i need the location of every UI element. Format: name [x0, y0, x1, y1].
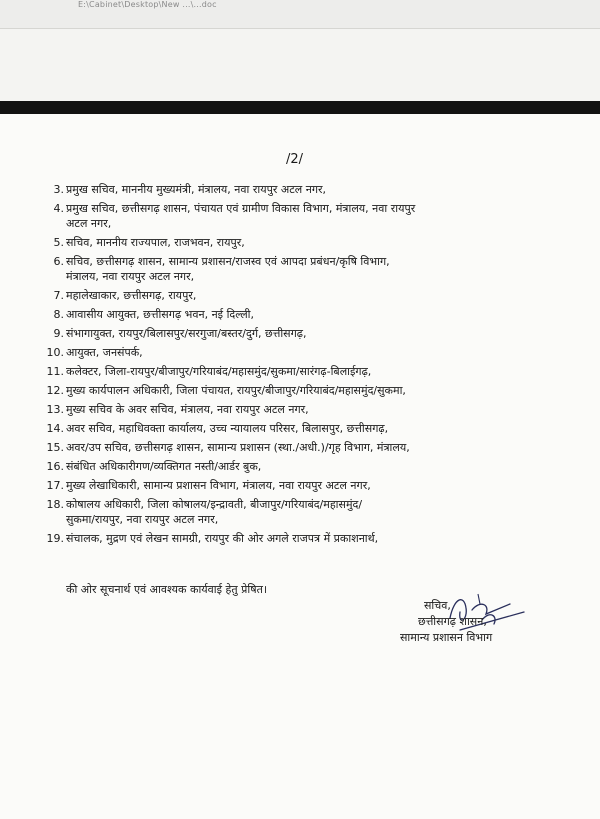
item-text: प्रमुख सचिव, छत्तीसगढ़ शासन, पंचायत एवं ग्रामीण विकास विभाग, मंत्रालय, नवा रायपुर — [66, 202, 416, 215]
list-item — [44, 383, 574, 398]
list-item — [44, 364, 574, 379]
item-text: प्रमुख सचिव, माननीय मुख्यमंत्री, मंत्रालय, नवा रायपुर अटल नगर, — [66, 183, 327, 196]
list-item — [44, 201, 574, 231]
item-text: अवर सचिव, महाधिवक्ता कार्यालय, उच्च न्यायालय परिसर, बिलासपुर, छत्तीसगढ़, — [66, 422, 389, 435]
signature-department: सामान्य प्रशासन विभाग — [400, 631, 493, 644]
item-number: 10. — [46, 346, 64, 359]
item-number: 18. — [46, 498, 64, 511]
list-item — [44, 345, 574, 360]
item-number: 13. — [46, 403, 64, 416]
item-text: कलेक्टर, जिला-रायपुर/बीजापुर/गरियाबंद/महासमुंद/सुकमा/सारंगढ़-बिलाईगढ़, — [66, 365, 372, 378]
list-item — [44, 459, 574, 474]
list-item — [44, 288, 574, 303]
item-text: मुख्य लेखाधिकारी, सामान्य प्रशासन विभाग, मंत्रालय, नवा रायपुर अटल नगर, — [66, 479, 371, 492]
item-text: अवर/उप सचिव, छत्तीसगढ़ शासन, सामान्य प्रशासन (स्था./अधी.)/गृह विभाग, मंत्रालय, — [66, 441, 410, 454]
item-number: 16. — [46, 460, 64, 473]
item-number: 11. — [46, 365, 64, 378]
item-number: 4. — [53, 202, 64, 215]
item-number: 8. — [53, 308, 64, 321]
list-item — [44, 478, 574, 493]
item-text: महालेखाकार, छत्तीसगढ़, रायपुर, — [66, 289, 197, 302]
item-text-continued: अटल नगर, — [66, 217, 112, 230]
item-text: कोषालय अधिकारी, जिला कोषालय/इन्द्रावती, बीजापुर/गरियाबंद/महासमुंद/ — [66, 498, 363, 511]
item-number: 15. — [46, 441, 64, 454]
item-text: संबंधित अधिकारीगण/व्यक्तिगत नस्ती/आर्डर बुक, — [66, 460, 262, 473]
distribution-list — [44, 182, 574, 550]
item-number: 17. — [46, 479, 64, 492]
signature-block — [400, 598, 560, 646]
item-number: 7. — [53, 289, 64, 302]
item-text: संभागायुक्त, रायपुर/बिलासपुर/सरगुजा/बस्तर/दुर्ग, छत्तीसगढ़, — [66, 327, 307, 340]
list-item — [44, 307, 574, 322]
item-text: आवासीय आयुक्त, छत्तीसगढ़ भवन, नई दिल्ली, — [66, 308, 255, 321]
viewer-toolbar — [0, 0, 600, 29]
item-number: 6. — [53, 255, 64, 268]
file-path: E:\Cabinet\Desktop\New ...\...doc — [78, 0, 217, 9]
list-item — [44, 531, 574, 546]
item-number: 12. — [46, 384, 64, 397]
item-text-continued: सुकमा/रायपुर, नवा रायपुर अटल नगर, — [66, 513, 219, 526]
page-separator — [0, 101, 600, 114]
closing-text: की ओर सूचनार्थ एवं आवश्यक कार्यवाई हेतु प्रेषित। — [66, 583, 268, 596]
item-number: 3. — [53, 183, 64, 196]
list-item — [44, 254, 574, 284]
item-number: 14. — [46, 422, 64, 435]
list-item — [44, 440, 574, 455]
signature-title: सचिव, — [424, 599, 451, 612]
item-number: 19. — [46, 532, 64, 545]
list-item — [44, 402, 574, 417]
item-text: मुख्य कार्यपालन अधिकारी, जिला पंचायत, रायपुर/बीजापुर/गरियाबंद/महासमुंद/सुकमा, — [66, 384, 406, 397]
page-number: /2/ — [286, 152, 304, 167]
item-text-continued: मंत्रालय, नवा रायपुर अटल नगर, — [66, 270, 195, 283]
list-item — [44, 497, 574, 527]
list-item — [44, 421, 574, 436]
item-text: मुख्य सचिव के अवर सचिव, मंत्रालय, नवा रायपुर अटल नगर, — [66, 403, 309, 416]
item-number: 9. — [53, 327, 64, 340]
list-item — [44, 182, 574, 197]
item-text: आयुक्त, जनसंपर्क, — [66, 346, 143, 359]
item-text: संचालक, मुद्रण एवं लेखन सामग्री, रायपुर की ओर अगले राजपत्र में प्रकाशनार्थ, — [66, 532, 379, 545]
list-item — [44, 326, 574, 341]
list-item — [44, 235, 574, 250]
item-number: 5. — [53, 236, 64, 249]
item-text: सचिव, छत्तीसगढ़ शासन, सामान्य प्रशासन/राजस्व एवं आपदा प्रबंधन/कृषि विभाग, — [66, 255, 390, 268]
signature-government: छत्तीसगढ़ शासन, — [418, 615, 487, 628]
item-text: सचिव, माननीय राज्यपाल, राजभवन, रायपुर, — [66, 236, 245, 249]
